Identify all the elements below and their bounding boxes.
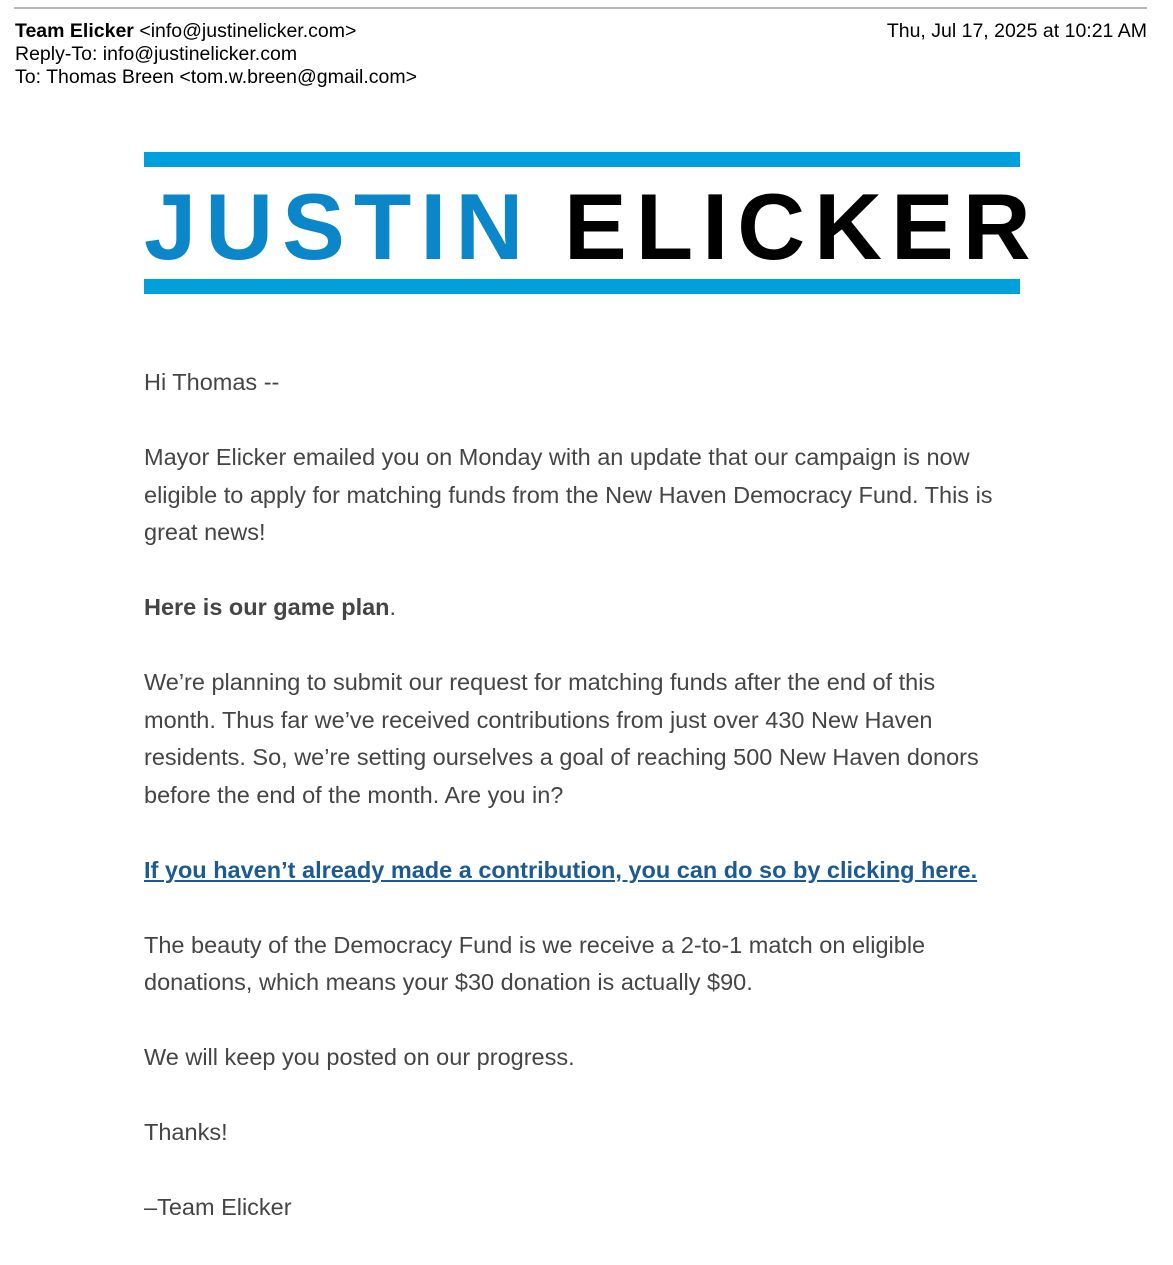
- greeting: Hi Thomas --: [144, 369, 280, 395]
- reply-to-line: Reply-To: info@justinelicker.com: [15, 43, 298, 65]
- email-body: [144, 364, 1004, 1264]
- campaign-logo: [144, 152, 1040, 294]
- game-plan-period: .: [389, 594, 397, 620]
- contribution-paragraph: [144, 852, 1004, 890]
- contribution-link[interactable]: If you haven’t already made a contribution, you can do so by clicking here.: [144, 856, 978, 883]
- sender-name: Team Elicker: [15, 20, 134, 42]
- signature: –Team Elicker: [144, 1194, 292, 1220]
- logo-last-name: ELICKER: [564, 174, 1040, 279]
- game-plan-heading: Here is our game plan: [144, 594, 390, 620]
- recipient-line: To: Thomas Breen <tom.w.breen@gmail.com>: [15, 66, 418, 88]
- sender-address[interactable]: <info@justinelicker.com>: [139, 20, 357, 42]
- thanks-line: Thanks!: [144, 1119, 228, 1145]
- game-plan-line: [144, 589, 1004, 627]
- paragraph-plan: We’re planning to submit our request for matching funds after the end of this month. Thus far we’ve received contributions from just over 430 New Haven residents. So, we’re setting ourselves a goal of reaching 500 New Haven donors before the end of the month. Are you in?: [144, 669, 979, 808]
- paragraph-match: The beauty of the Democracy Fund is we receive a 2-to-1 match on eligible donations, which means your $30 donation is actually $90.: [144, 931, 926, 995]
- email-header: [15, 20, 1147, 89]
- email-date: Thu, Jul 17, 2025 at 10:21 AM: [886, 20, 1147, 42]
- header-divider: [14, 7, 1147, 9]
- paragraph-update: Mayor Elicker emailed you on Monday with an update that our campaign is now eligible to apply for matching funds from the New Haven Democracy Fund. This is great news!: [144, 444, 993, 545]
- paragraph-progress: We will keep you posted on our progress.: [144, 1044, 575, 1070]
- logo-bottom-bar: [144, 279, 1020, 294]
- logo-top-bar: [144, 152, 1020, 167]
- logo-first-name: JUSTIN: [144, 174, 533, 279]
